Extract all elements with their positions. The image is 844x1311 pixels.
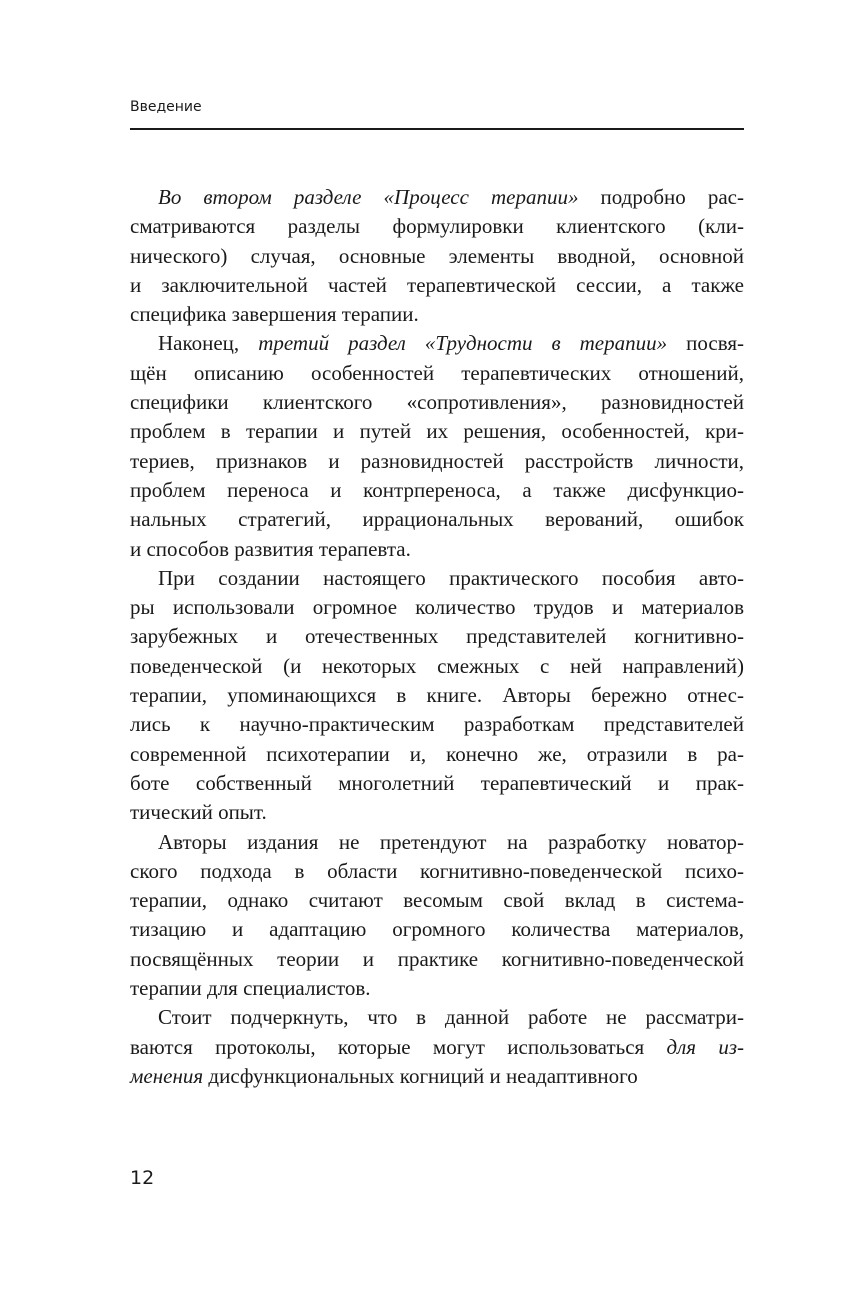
text-line xyxy=(130,593,744,622)
text-line xyxy=(130,564,744,593)
text-line xyxy=(130,886,744,915)
text-run: проблем переноса и контрпереноса, а также дисфункцио- xyxy=(130,477,744,502)
text-run: и заключительной частей терапевтической сессии, а также xyxy=(130,272,744,297)
italic-phrase: для из- xyxy=(666,1034,745,1059)
text-line xyxy=(130,740,744,769)
text-run: Наконец, xyxy=(158,331,259,356)
text-line xyxy=(130,183,744,212)
text-line xyxy=(130,212,744,241)
text-run: специфика завершения терапии. xyxy=(130,302,419,327)
text-line xyxy=(130,1062,744,1091)
text-line xyxy=(130,417,744,446)
text-run: терапии, упоминающихся в книге. Авторы бережно отнес- xyxy=(130,683,744,708)
text-run: и способов развития терапевта. xyxy=(130,536,411,561)
text-run: посвя- xyxy=(667,331,745,356)
text-run: териев, признаков и разновидностей расстройств личности, xyxy=(130,448,744,473)
text-run: сматриваются разделы формулировки клиентского (кли- xyxy=(130,214,744,239)
text-line xyxy=(130,828,744,857)
text-run: нальных стратегий, иррациональных верований, ошибок xyxy=(130,507,744,532)
text-run: посвящённых теории и практике когнитивно-поведенческой xyxy=(130,946,744,971)
text-run: поведенческой (и некоторых смежных с ней направлений) xyxy=(130,653,744,678)
text-line xyxy=(130,974,744,1003)
text-run: При создании настоящего практического пособия авто- xyxy=(158,565,744,590)
italic-phrase: третий раздел «Трудности в терапии» xyxy=(258,331,668,356)
text-line xyxy=(130,681,744,710)
text-run: Стоит подчеркнуть, что в данной работе не рассматри- xyxy=(158,1005,744,1030)
text-run: щён описанию особенностей терапевтических отношений, xyxy=(130,360,744,385)
text-run: подробно рас- xyxy=(578,185,744,209)
text-run: Авторы издания не претендуют на разработку новатор- xyxy=(158,829,744,854)
italic-phrase: Во втором разделе «Процесс терапии» xyxy=(158,185,579,209)
text-line xyxy=(130,359,744,388)
text-run: зарубежных и отечественных представителей когнитивно- xyxy=(130,624,744,649)
text-run: терапии, однако считают весомым свой вклад в система- xyxy=(130,888,744,913)
text-line xyxy=(130,447,744,476)
text-run: лись к научно-практическим разработкам представителей xyxy=(130,712,744,737)
text-run: специфики клиентского «сопротивления», разновидностей xyxy=(130,390,744,415)
text-line xyxy=(130,710,744,739)
text-line xyxy=(130,798,744,827)
page-number: 12 xyxy=(130,1167,155,1189)
text-line xyxy=(130,769,744,798)
text-line xyxy=(130,1033,744,1062)
paragraph xyxy=(130,564,744,828)
text-run: ры использовали огромное количество трудов и материалов xyxy=(130,595,744,620)
text-line xyxy=(130,1003,744,1032)
text-run: современной психотерапии и, конечно же, отразили в ра- xyxy=(130,741,744,766)
text-line xyxy=(130,505,744,534)
text-run: тический опыт. xyxy=(130,800,267,825)
text-line xyxy=(130,622,744,651)
text-run: тизацию и адаптацию огромного количества материалов, xyxy=(130,917,744,942)
text-line xyxy=(130,329,744,358)
text-line xyxy=(130,535,744,564)
text-run: дисфункциональных когниций и неадаптивного xyxy=(203,1063,638,1088)
text-line xyxy=(130,945,744,974)
text-run: боте собственный многолетний терапевтический и прак- xyxy=(130,770,744,795)
text-run: проблем в терапии и путей их решения, особенностей, кри- xyxy=(130,419,744,444)
text-line xyxy=(130,915,744,944)
text-line xyxy=(130,388,744,417)
text-line xyxy=(130,242,744,271)
body-text xyxy=(130,183,744,1091)
italic-phrase: менения xyxy=(130,1063,204,1088)
text-line xyxy=(130,857,744,886)
text-run: ваются протоколы, которые могут использоваться xyxy=(130,1034,667,1059)
text-line xyxy=(130,652,744,681)
paragraph xyxy=(130,1003,744,1091)
text-line xyxy=(130,271,744,300)
paragraph xyxy=(130,183,744,329)
paragraph xyxy=(130,329,744,563)
header-rule xyxy=(130,128,744,130)
text-line xyxy=(130,476,744,505)
text-run: нического) случая, основные элементы вводной, основной xyxy=(130,243,744,268)
text-run: терапии для специалистов. xyxy=(130,976,371,1001)
text-run: ского подхода в области когнитивно-поведенческой психо- xyxy=(130,858,744,883)
paragraph xyxy=(130,828,744,1004)
text-line xyxy=(130,300,744,329)
running-head: Введение xyxy=(130,99,202,115)
